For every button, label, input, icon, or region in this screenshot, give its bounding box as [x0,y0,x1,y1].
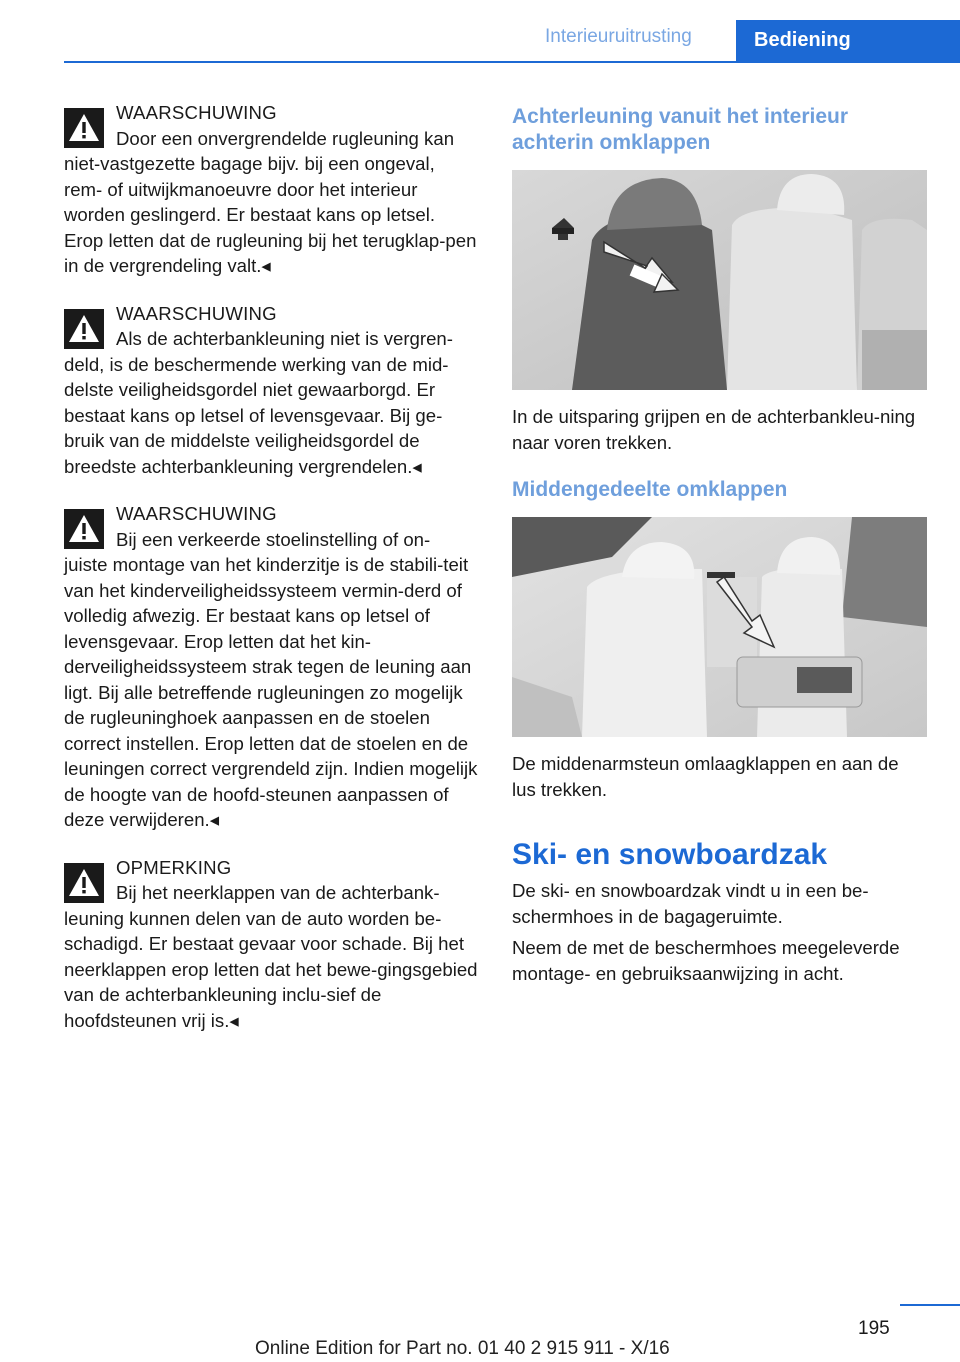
heading-ski-bag: Ski- en snowboardzak [512,838,828,871]
subheading-fold-from-rear: Achterleuning vanuit het interieur achterin omklappen [512,105,849,154]
warning-text: Als de achterbankleuning niet is vergren- deld, is de beschermende werking van de mid-delste veiligheidsgordel niet gewaarborgd. Er bestaat kans op letsel of levensgevaar. Bij ge-bruik van de middelste veiligheidsgordel de breedste achterbankleuning vergrendelen.◂ [64,328,453,477]
edition-note: Online Edition for Part no. 01 40 2 915 911 - X/16 [255,1338,670,1359]
warning-icon [64,509,104,549]
notice-title: OPMERKING [116,856,232,878]
warning-icon [64,108,104,148]
instruction-center-section: De middenarmsteun omlaagklappen en aan de lus trekken. [512,753,899,800]
header-chapter-tab: Bediening [736,20,960,62]
warning-block-3 [64,501,478,833]
warning-title: WAARSCHUWING [116,102,277,123]
warning-text: Door een onvergrendelde rugleuning kan niet-vastgezette bagage bijv. bij een ongeval, rem- of uitwijkmanoeuvre door het interieur worden geslingerd. Er bestaat kans op letsel. Erop letten dat de rugleuning bij het terugklap-pen in de vergrendeling valt.◂ [64,127,477,276]
warning-icon [64,863,104,903]
left-column [64,100,478,1055]
rear-seat-photo [512,170,927,390]
page-number: 195 [858,1318,890,1339]
header-section: Interieuruitrusting [545,26,692,47]
instruction-fold-from-rear: In de uitsparing grijpen en de achterbankleu-ning naar voren trekken. [512,406,916,453]
ski-bag-instructions-text: Neem de met de beschermhoes meegeleverde montage- en gebruiksaanwijzing in acht. [512,937,900,984]
warning-block-1 [64,100,478,279]
right-column [512,100,926,992]
warning-block-2 [64,301,478,480]
footer-rule [900,1304,960,1306]
center-armrest-photo [512,517,927,737]
subheading-center-section: Middengedeelte omklappen [512,478,788,501]
warning-text: Bij een verkeerde stoelinstelling of on- juiste montage van het kinderzitje is de stabili-teit van het kinderveiligheidssysteem vermin-derd of volledig afwezig. Er bestaat kans op letsel of levensgevaar. Erop letten dat het kin-derveiligheidssysteem strak tegen de leuning aan ligt. Bij alle betreffende rugleuningen zo mogelijk de rugleuninghoek aanpassen en de stoelen correct instellen. Erop letten dat de stoelen en de leuningen correct vergrendeld zijn. Indien mogelijk de hoogte van de hoofd-steunen aanpassen of deze verwijderen.◂ [64,528,478,830]
warning-title: WAARSCHUWING [116,503,277,524]
ski-bag-location-text: De ski- en snowboardzak vindt u in een be-schermhoes in de bagageruimte. [512,880,869,927]
warning-title: WAARSCHUWING [116,302,277,324]
page-header [0,0,960,62]
notice-block [64,855,478,1034]
warning-icon [64,309,104,349]
header-rule [64,61,960,63]
notice-text: Bij het neerklappen van de achterbank- leuning kunnen delen van de auto worden be-schadigd. Er bestaat gevaar voor schade. Bij het neerklappen erop letten dat het bewe-gingsgebied van de achterbankleuning inclu-sief de hoofdsteunen vrij is.◂ [64,882,478,1031]
